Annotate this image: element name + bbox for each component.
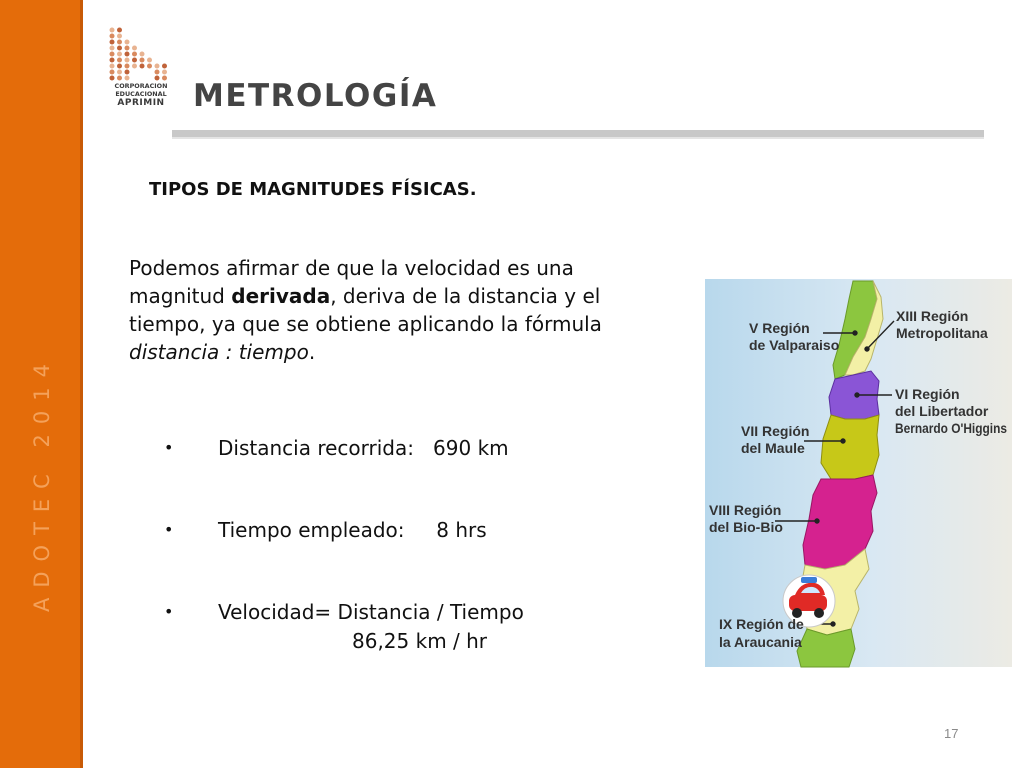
label-v-1: V Región — [749, 320, 810, 336]
logo-dot — [110, 34, 115, 39]
logo-dot — [162, 64, 167, 69]
logo-dot — [117, 34, 122, 39]
label-vi-1: VI Región — [895, 386, 960, 402]
logo-caption — [106, 82, 176, 109]
label-viii-1: VIII Región — [709, 502, 782, 518]
logo-dot — [117, 58, 122, 63]
logo-dot — [162, 70, 167, 75]
label-vi-3: Bernardo O'Higgins — [895, 420, 1008, 436]
logo-line-2: EDUCACIONAL — [115, 90, 167, 98]
logo-dot — [110, 58, 115, 63]
section-heading: TIPOS DE MAGNITUDES FÍSICAS. — [149, 179, 477, 200]
chile-regions-map — [705, 279, 1012, 667]
logo-dot — [162, 76, 167, 81]
logo-dot — [110, 64, 115, 69]
page-title: METROLOGÍA — [193, 78, 438, 114]
label-xiii-1: XIII Región — [896, 308, 969, 324]
para-text-1: Podemos afirmar de que la velocidad es una magnitud — [129, 256, 574, 308]
para-text-2: , deriva de la distancia y el tiempo, ya que se obtiene aplicando la fórmula — [129, 284, 602, 336]
logo-dot — [155, 64, 160, 69]
region-south-shape — [797, 629, 855, 667]
logo-line-1: CORPORACION — [114, 82, 168, 90]
logo-dot — [117, 40, 122, 45]
label-ix-2: la Araucania — [719, 634, 802, 650]
logo-dot — [125, 76, 130, 81]
logo-dot — [147, 64, 152, 69]
bullet-text: Velocidad= Distancia / Tiempo — [218, 600, 524, 624]
logo-dot — [125, 46, 130, 51]
logo-dot — [110, 40, 115, 45]
logo-dot — [132, 58, 137, 63]
logo-dot — [110, 46, 115, 51]
region-vii-shape — [821, 415, 879, 479]
bullet-marker: • — [164, 520, 174, 539]
logo-dot — [132, 46, 137, 51]
logo-dot — [117, 28, 122, 33]
logo-dot — [110, 28, 115, 33]
logo-dot — [140, 64, 145, 69]
logo-dot — [110, 70, 115, 75]
logo-dot — [125, 40, 130, 45]
title-divider-shadow — [172, 137, 984, 139]
logo-dot — [147, 58, 152, 63]
label-xiii-2: Metropolitana — [896, 325, 988, 341]
logo-dot — [117, 70, 122, 75]
bullet-result-text: 86,25 km / hr — [352, 629, 488, 653]
logo-dot — [117, 64, 122, 69]
logo-line-3: APRIMIN — [117, 98, 165, 108]
logo-dot — [132, 64, 137, 69]
bullet-text: Tiempo empleado: 8 hrs — [218, 518, 487, 542]
bullet-marker: • — [164, 602, 174, 621]
logo-dot — [132, 52, 137, 57]
logo-dot — [125, 58, 130, 63]
para-text-3: . — [308, 340, 316, 364]
logo-dot — [140, 52, 145, 57]
label-vi-2: del Libertador — [895, 403, 989, 419]
logo-dot — [110, 76, 115, 81]
logo-dot — [125, 64, 130, 69]
label-viii-2: del Bio-Bio — [709, 519, 783, 535]
logo-dot — [117, 46, 122, 51]
intro-paragraph — [129, 254, 669, 366]
logo-dot — [125, 52, 130, 57]
para-formula: distancia : tiempo — [129, 340, 309, 364]
logo-dot — [155, 70, 160, 75]
label-vii-1: VII Región — [741, 423, 810, 439]
label-v-2: de Valparaiso — [749, 337, 840, 353]
logo-dot — [110, 52, 115, 57]
logo-dot — [117, 76, 122, 81]
page-number: 17 — [944, 726, 959, 741]
label-vii-2: del Maule — [741, 440, 805, 456]
bullet-text: Distancia recorrida: 690 km — [218, 436, 509, 460]
logo-dot — [117, 52, 122, 57]
para-bold-term: derivada — [231, 284, 331, 308]
logo-dot — [155, 76, 160, 81]
label-ix-1: IX Región de — [719, 616, 804, 632]
logo-dot — [140, 58, 145, 63]
bullet-marker: • — [164, 438, 174, 457]
logo-dot — [125, 70, 130, 75]
